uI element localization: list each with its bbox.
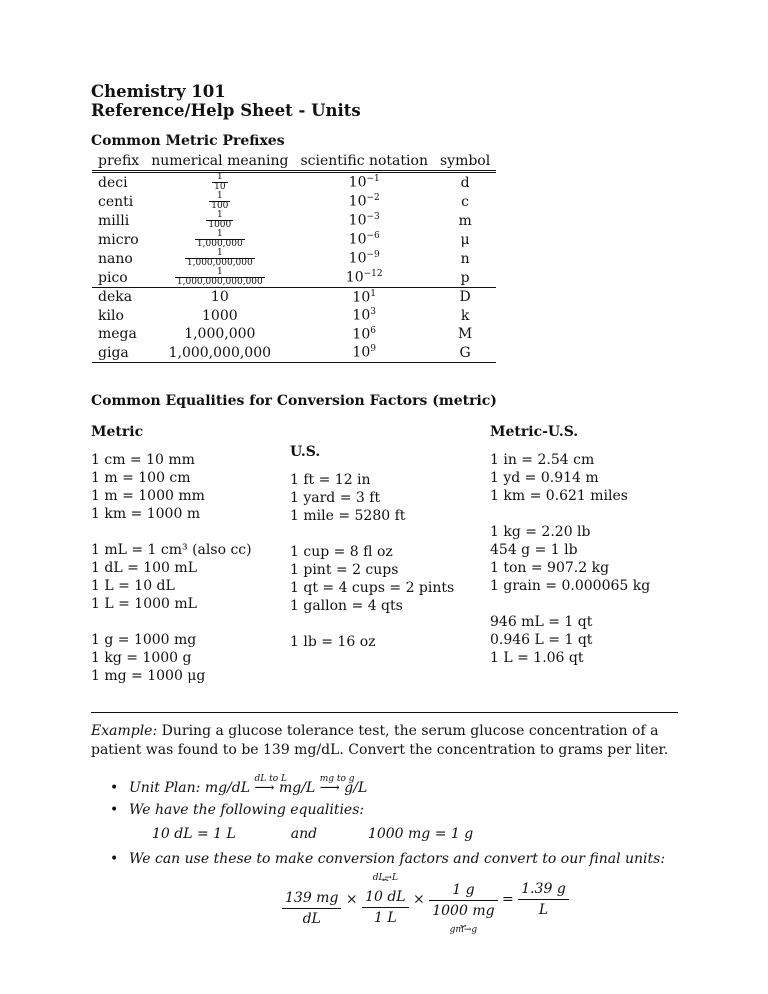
prefix-name: nano [98, 250, 133, 267]
equality-line: 1 g = 1000 mg [91, 632, 197, 648]
reference-sheet [91, 82, 679, 683]
plan-unit-1: mg/dL [204, 780, 251, 796]
plan-arrow-1: dL to L ⟶ [254, 779, 274, 797]
sci-base: 10 [348, 212, 367, 229]
fraction-dl-l-num: 10 dL [365, 889, 406, 905]
fraction [185, 249, 255, 268]
prefix-row [92, 230, 496, 249]
prefix-meaning [145, 230, 294, 249]
prefix-name: deka [98, 289, 133, 306]
sci-exp: 6 [370, 325, 376, 336]
metric-column [91, 423, 252, 703]
fraction-mg-g-den: 1000 mg [429, 900, 497, 919]
equality-line: 1 yard = 3 ft [290, 490, 381, 506]
equality-line: 1 mL = 1 cm³ (also cc) [91, 542, 252, 558]
prefix-row [92, 249, 496, 268]
us-groups [290, 471, 454, 651]
equality-line: 1 qt = 4 cups = 2 pints [290, 580, 455, 596]
prefix-symbol: μ [460, 231, 470, 248]
plan-arrow-2: mg to g ⟶ [320, 779, 340, 797]
prefix-meaning [145, 172, 294, 193]
sci-exp: 3 [370, 307, 376, 318]
prefix-symbol: k [460, 307, 470, 324]
col-prefix: prefix [98, 153, 140, 169]
equalities-columns [91, 423, 679, 683]
prefix-name: deci [98, 174, 128, 191]
equality-group [290, 543, 454, 615]
equality-group [91, 631, 252, 685]
prefix-symbol: c [461, 193, 470, 210]
prefix-scientific [294, 344, 434, 363]
us-column [290, 443, 454, 669]
fraction-num: 1 [216, 191, 223, 201]
prefix-name: mega [98, 326, 137, 343]
sci-base: 10 [352, 345, 371, 362]
equality-line: 1 ton = 907.2 kg [490, 560, 610, 576]
fraction-num: 1 [216, 172, 223, 182]
prefix-name: giga [98, 344, 129, 361]
fraction-den: 1,000,000 [196, 239, 243, 249]
equality-group [490, 613, 650, 667]
equality-line: 1 L = 10 dL [91, 578, 175, 594]
prefix-scientific [294, 230, 434, 249]
fraction-dl-l-den: 1 L [362, 907, 409, 926]
sci-exp: 1 [370, 288, 376, 299]
fraction-num: 1 [216, 210, 223, 220]
fraction-den: 1,000,000,000 [186, 258, 253, 268]
equality-line: 1 kg = 2.20 lb [490, 524, 591, 540]
prefix-scientific [294, 211, 434, 230]
sci-base: 10 [345, 269, 364, 286]
example-label: Example: [91, 723, 158, 739]
section-divider [91, 712, 678, 713]
fraction [195, 230, 245, 249]
prefix-symbol: m [458, 212, 472, 229]
prefix-meaning [145, 211, 294, 230]
fraction-result-num: 1.39 g [521, 881, 566, 897]
fraction-given-num: 139 mg [285, 890, 339, 906]
fraction [175, 268, 265, 287]
bullet-conversion: • We can use these to make conversion factors and convert to our final units: [129, 850, 665, 868]
times-sign-1: × [345, 891, 358, 908]
prefix-scientific [294, 249, 434, 268]
prefix-symbol: n [460, 250, 470, 267]
equality-group [91, 541, 252, 613]
equality-group [290, 633, 454, 651]
fraction [206, 211, 233, 230]
prefix-meaning [145, 268, 294, 288]
underbrace: ⏟ [460, 916, 467, 927]
equality-group [490, 451, 650, 505]
equality-and: and [290, 826, 318, 842]
sci-base: 10 [352, 326, 371, 343]
prefix-name: micro [98, 231, 139, 248]
prefix-meaning: 1000 [202, 307, 238, 324]
fraction-given [282, 890, 341, 927]
equality-group [91, 451, 252, 523]
fraction-num: 1 [216, 248, 223, 258]
fraction-den: 10 [214, 182, 226, 192]
prefixes-heading: Common Metric Prefixes [91, 133, 285, 149]
equality-line: 1 km = 0.621 miles [490, 488, 628, 504]
equality-line: 454 g = 1 lb [490, 542, 578, 558]
fraction-dl-l-body [362, 889, 409, 926]
prefix-symbol: D [459, 289, 471, 306]
overbrace: ⏞ [382, 880, 389, 891]
sci-base: 10 [348, 250, 367, 267]
prefix-table-body [92, 172, 496, 363]
sci-exp: −6 [366, 231, 380, 242]
equality-line: 1 L = 1.06 qt [490, 650, 584, 666]
prefix-symbol: M [457, 326, 473, 343]
equals-sign: = [502, 891, 514, 908]
fraction-num: 1 [216, 229, 223, 239]
prefix-scientific [294, 172, 434, 193]
prefix-name: milli [98, 212, 130, 229]
equality-line: 1 pint = 2 cups [290, 562, 399, 578]
sci-base: 10 [348, 193, 367, 210]
equalities-heading: Common Equalities for Conversion Factors (metric) [91, 393, 497, 409]
fraction-den: 1000 [208, 220, 232, 230]
sci-base: 10 [348, 231, 367, 248]
unit-plan-label: Unit Plan: [129, 780, 201, 796]
equality-1: 10 dL = 1 L [152, 826, 236, 842]
bullet-unit-plan [129, 774, 368, 797]
sheet-title: Reference/Help Sheet - Units [91, 101, 361, 120]
sci-exp: −2 [366, 193, 380, 204]
col-scientific: scientific notation [300, 153, 428, 169]
equality-line: 0.946 L = 1 qt [490, 632, 593, 648]
sci-base: 10 [352, 289, 371, 306]
sci-exp: 9 [370, 344, 376, 355]
fraction-dl-to-l [362, 873, 409, 926]
prefix-row [92, 344, 496, 363]
prefix-table-header [92, 152, 496, 172]
us-title: U.S. [290, 444, 321, 460]
metric-us-title: Metric-U.S. [490, 424, 579, 440]
prefix-table [92, 152, 496, 363]
prefix-name: pico [98, 269, 128, 286]
prefix-scientific [294, 268, 434, 288]
sci-base: 10 [348, 174, 367, 191]
equality-line: 1 km = 1000 m [91, 506, 201, 522]
equality-line: 1 cm = 10 mm [91, 452, 195, 468]
prefix-meaning [145, 192, 294, 211]
equality-line: 1 lb = 16 oz [290, 634, 376, 650]
brace-label-gm-g: gm→g [449, 925, 478, 935]
fraction [212, 173, 227, 192]
fraction-result [518, 881, 569, 918]
metric-title: Metric [91, 424, 144, 440]
example-text: During a glucose tolerance test, the serum glucose concentration of a patient was found to be 139 mg/dL. Convert the concentration to grams per liter. [91, 723, 669, 758]
times-sign-2: × [413, 891, 425, 908]
prefix-row [92, 288, 496, 307]
plan-arrow-1-label: dL to L [254, 774, 287, 784]
prefix-meaning: 1,000,000,000 [168, 344, 272, 361]
prefix-scientific [294, 325, 434, 344]
sci-exp: −3 [366, 212, 380, 223]
bullet-equalities: • We have the following equalities: [129, 801, 364, 819]
equality-line: 1 grain = 0.000065 kg [490, 578, 651, 594]
example-paragraph [91, 722, 681, 760]
prefix-row [92, 172, 496, 193]
equality-line: 1 dL = 100 mL [91, 560, 197, 576]
sci-base: 10 [352, 308, 371, 325]
fraction [209, 192, 230, 211]
equality-line: 1 m = 100 cm [91, 470, 191, 486]
equality-line: 946 mL = 1 qt [490, 614, 593, 630]
equality-line: 1 m = 1000 mm [91, 488, 205, 504]
prefix-row [92, 211, 496, 230]
equality-line: 1 cup = 8 fl oz [290, 544, 393, 560]
sci-exp: −1 [366, 174, 380, 185]
fraction-given-den: dL [282, 908, 341, 927]
prefix-row [92, 192, 496, 211]
col-meaning: numerical meaning [151, 153, 289, 169]
prefix-row [92, 268, 496, 288]
fraction-den: 1,000,000,000,000 [176, 277, 263, 287]
metric-groups [91, 451, 252, 685]
prefix-meaning: 10 [210, 289, 229, 306]
prefix-row [92, 307, 496, 326]
equality-line: 1 L = 1000 mL [91, 596, 197, 612]
prefix-symbol: d [460, 174, 470, 191]
prefix-symbol: G [459, 344, 471, 361]
fraction-mg-g-num: 1 g [452, 882, 475, 898]
metric-us-column [490, 423, 650, 685]
prefix-symbol: p [460, 269, 470, 286]
equality-line: 1 in = 2.54 cm [490, 452, 595, 468]
prefix-meaning: 1,000,000 [184, 326, 256, 343]
fraction-mg-g-body [429, 882, 497, 919]
prefix-scientific [294, 192, 434, 211]
prefix-row [92, 325, 496, 344]
sci-exp: −9 [366, 250, 380, 261]
fraction-den: 100 [211, 201, 229, 211]
equality-line: 1 kg = 1000 g [91, 650, 192, 666]
col-symbol: symbol [439, 153, 491, 169]
course-title: Chemistry 101 [91, 82, 226, 101]
equality-line: 1 gallon = 4 qts [290, 598, 403, 614]
conversion-equation [282, 872, 569, 935]
plan-unit-3: g/L [344, 780, 368, 796]
prefix-scientific [294, 307, 434, 326]
plan-unit-2: mg/L [279, 780, 316, 796]
equality-2: 1000 mg = 1 g [367, 826, 474, 842]
brace-label-dl-l: dL→L [372, 873, 398, 883]
equality-line: 1 yd = 0.914 m [490, 470, 599, 486]
equality-line: 1 mg = 1000 μg [91, 668, 206, 684]
equality-line: 1 mile = 5280 ft [290, 508, 406, 524]
fraction-mg-to-g [429, 882, 497, 935]
equalities-line [152, 826, 473, 842]
fraction-num: 1 [216, 267, 223, 277]
fraction-result-den: L [518, 899, 569, 918]
sci-exp: −12 [363, 269, 383, 280]
prefix-meaning [145, 249, 294, 268]
plan-arrow-2-label: mg to g [319, 774, 355, 784]
equality-group [490, 523, 650, 595]
equality-line: 1 ft = 12 in [290, 472, 371, 488]
equality-group [290, 471, 454, 525]
metric-us-groups [490, 451, 650, 667]
prefix-name: kilo [98, 307, 124, 324]
prefix-scientific [294, 288, 434, 307]
prefix-name: centi [98, 193, 134, 210]
